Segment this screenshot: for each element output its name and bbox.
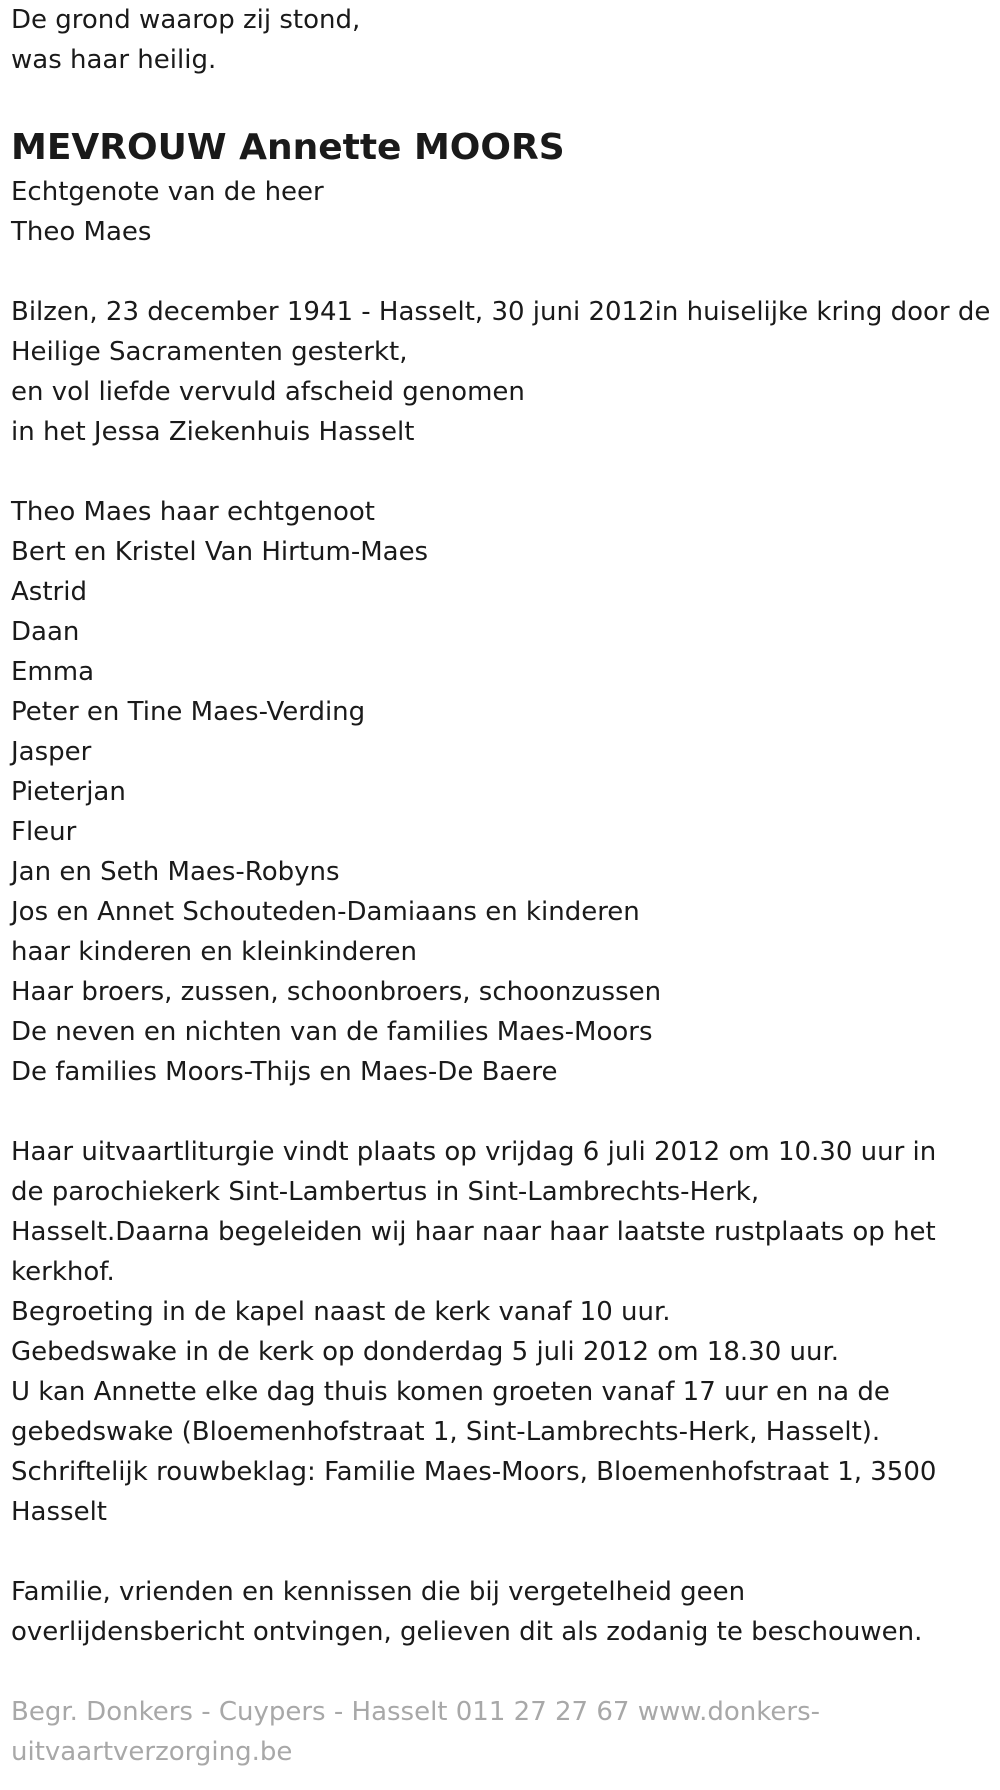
- service-line: kerkhof.: [11, 1257, 115, 1287]
- closing-note: [11, 1572, 991, 1652]
- service-line: Begroeting in de kapel naast de kerk vanaf 10 uur.: [11, 1297, 671, 1327]
- service-line: Gebedswake in de kerk op donderdag 5 juli 2012 om 18.30 uur.: [11, 1337, 840, 1367]
- family-member: Pieterjan: [11, 777, 126, 807]
- spacer: [11, 80, 991, 120]
- spacer: [11, 252, 991, 292]
- death-line: en vol liefde vervuld afscheid genomen: [11, 377, 525, 407]
- service-line: Hasselt: [11, 1497, 107, 1527]
- death-line: Heilige Sacramenten gesterkt,: [11, 337, 408, 367]
- deceased-name: MEVROUW Annette MOORS: [11, 127, 565, 168]
- family-member: De families Moors-Thijs en Maes-De Baere: [11, 1057, 558, 1087]
- funeral-home-footer: [11, 1692, 991, 1772]
- footer-line: uitvaartverzorging.be: [11, 1737, 293, 1767]
- motto-line: was haar heilig.: [11, 45, 217, 75]
- family-member: Bert en Kristel Van Hirtum-Maes: [11, 537, 429, 567]
- motto-line: De grond waarop zij stond,: [11, 5, 361, 35]
- spacer: [11, 1092, 991, 1132]
- service-line: Schriftelijk rouwbeklag: Familie Maes-Moors, Bloemenhofstraat 1, 3500: [11, 1457, 937, 1487]
- service-info: [11, 1132, 991, 1532]
- family-member: Peter en Tine Maes-Verding: [11, 697, 366, 727]
- death-details: [11, 292, 991, 452]
- family-member: Jasper: [11, 737, 92, 767]
- service-line: Hasselt.Daarna begeleiden wij haar naar haar laatste rustplaats op het: [11, 1217, 936, 1247]
- spacer: [11, 1532, 991, 1572]
- family-member: Fleur: [11, 817, 77, 847]
- closing-line: overlijdensbericht ontvingen, gelieven dit als zodanig te beschouwen.: [11, 1617, 923, 1647]
- family-member: haar kinderen en kleinkinderen: [11, 937, 417, 967]
- death-notice: [11, 0, 991, 1772]
- family-member: Astrid: [11, 577, 87, 607]
- death-line: Bilzen, 23 december 1941 - Hasselt, 30 juni 2012in huiselijke kring door de: [11, 297, 991, 327]
- motto: [11, 0, 991, 80]
- spouse-info: [11, 172, 991, 252]
- family-member: Jan en Seth Maes-Robyns: [11, 857, 340, 887]
- service-line: gebedswake (Bloemenhofstraat 1, Sint-Lambrechts-Herk, Hasselt).: [11, 1417, 881, 1447]
- death-line: in het Jessa Ziekenhuis Hasselt: [11, 417, 415, 447]
- footer-line: Begr. Donkers - Cuypers - Hasselt 011 27 27 67 www.donkers-: [11, 1697, 821, 1727]
- family-member: Daan: [11, 617, 80, 647]
- spacer: [11, 1652, 991, 1692]
- service-line: U kan Annette elke dag thuis komen groeten vanaf 17 uur en na de: [11, 1377, 890, 1407]
- family-member: De neven en nichten van de families Maes-Moors: [11, 1017, 653, 1047]
- spacer: [11, 452, 991, 492]
- family-list: [11, 492, 991, 1092]
- service-line: de parochiekerk Sint-Lambertus in Sint-Lambrechts-Herk,: [11, 1177, 760, 1207]
- family-member: Theo Maes haar echtgenoot: [11, 497, 375, 527]
- closing-line: Familie, vrienden en kennissen die bij vergetelheid geen: [11, 1577, 746, 1607]
- spouse-line: Theo Maes: [11, 217, 152, 247]
- service-line: Haar uitvaartliturgie vindt plaats op vrijdag 6 juli 2012 om 10.30 uur in: [11, 1137, 937, 1167]
- family-member: Jos en Annet Schouteden-Damiaans en kinderen: [11, 897, 640, 927]
- family-member: Emma: [11, 657, 95, 687]
- family-member: Haar broers, zussen, schoonbroers, schoonzussen: [11, 977, 662, 1007]
- spouse-line: Echtgenote van de heer: [11, 177, 324, 207]
